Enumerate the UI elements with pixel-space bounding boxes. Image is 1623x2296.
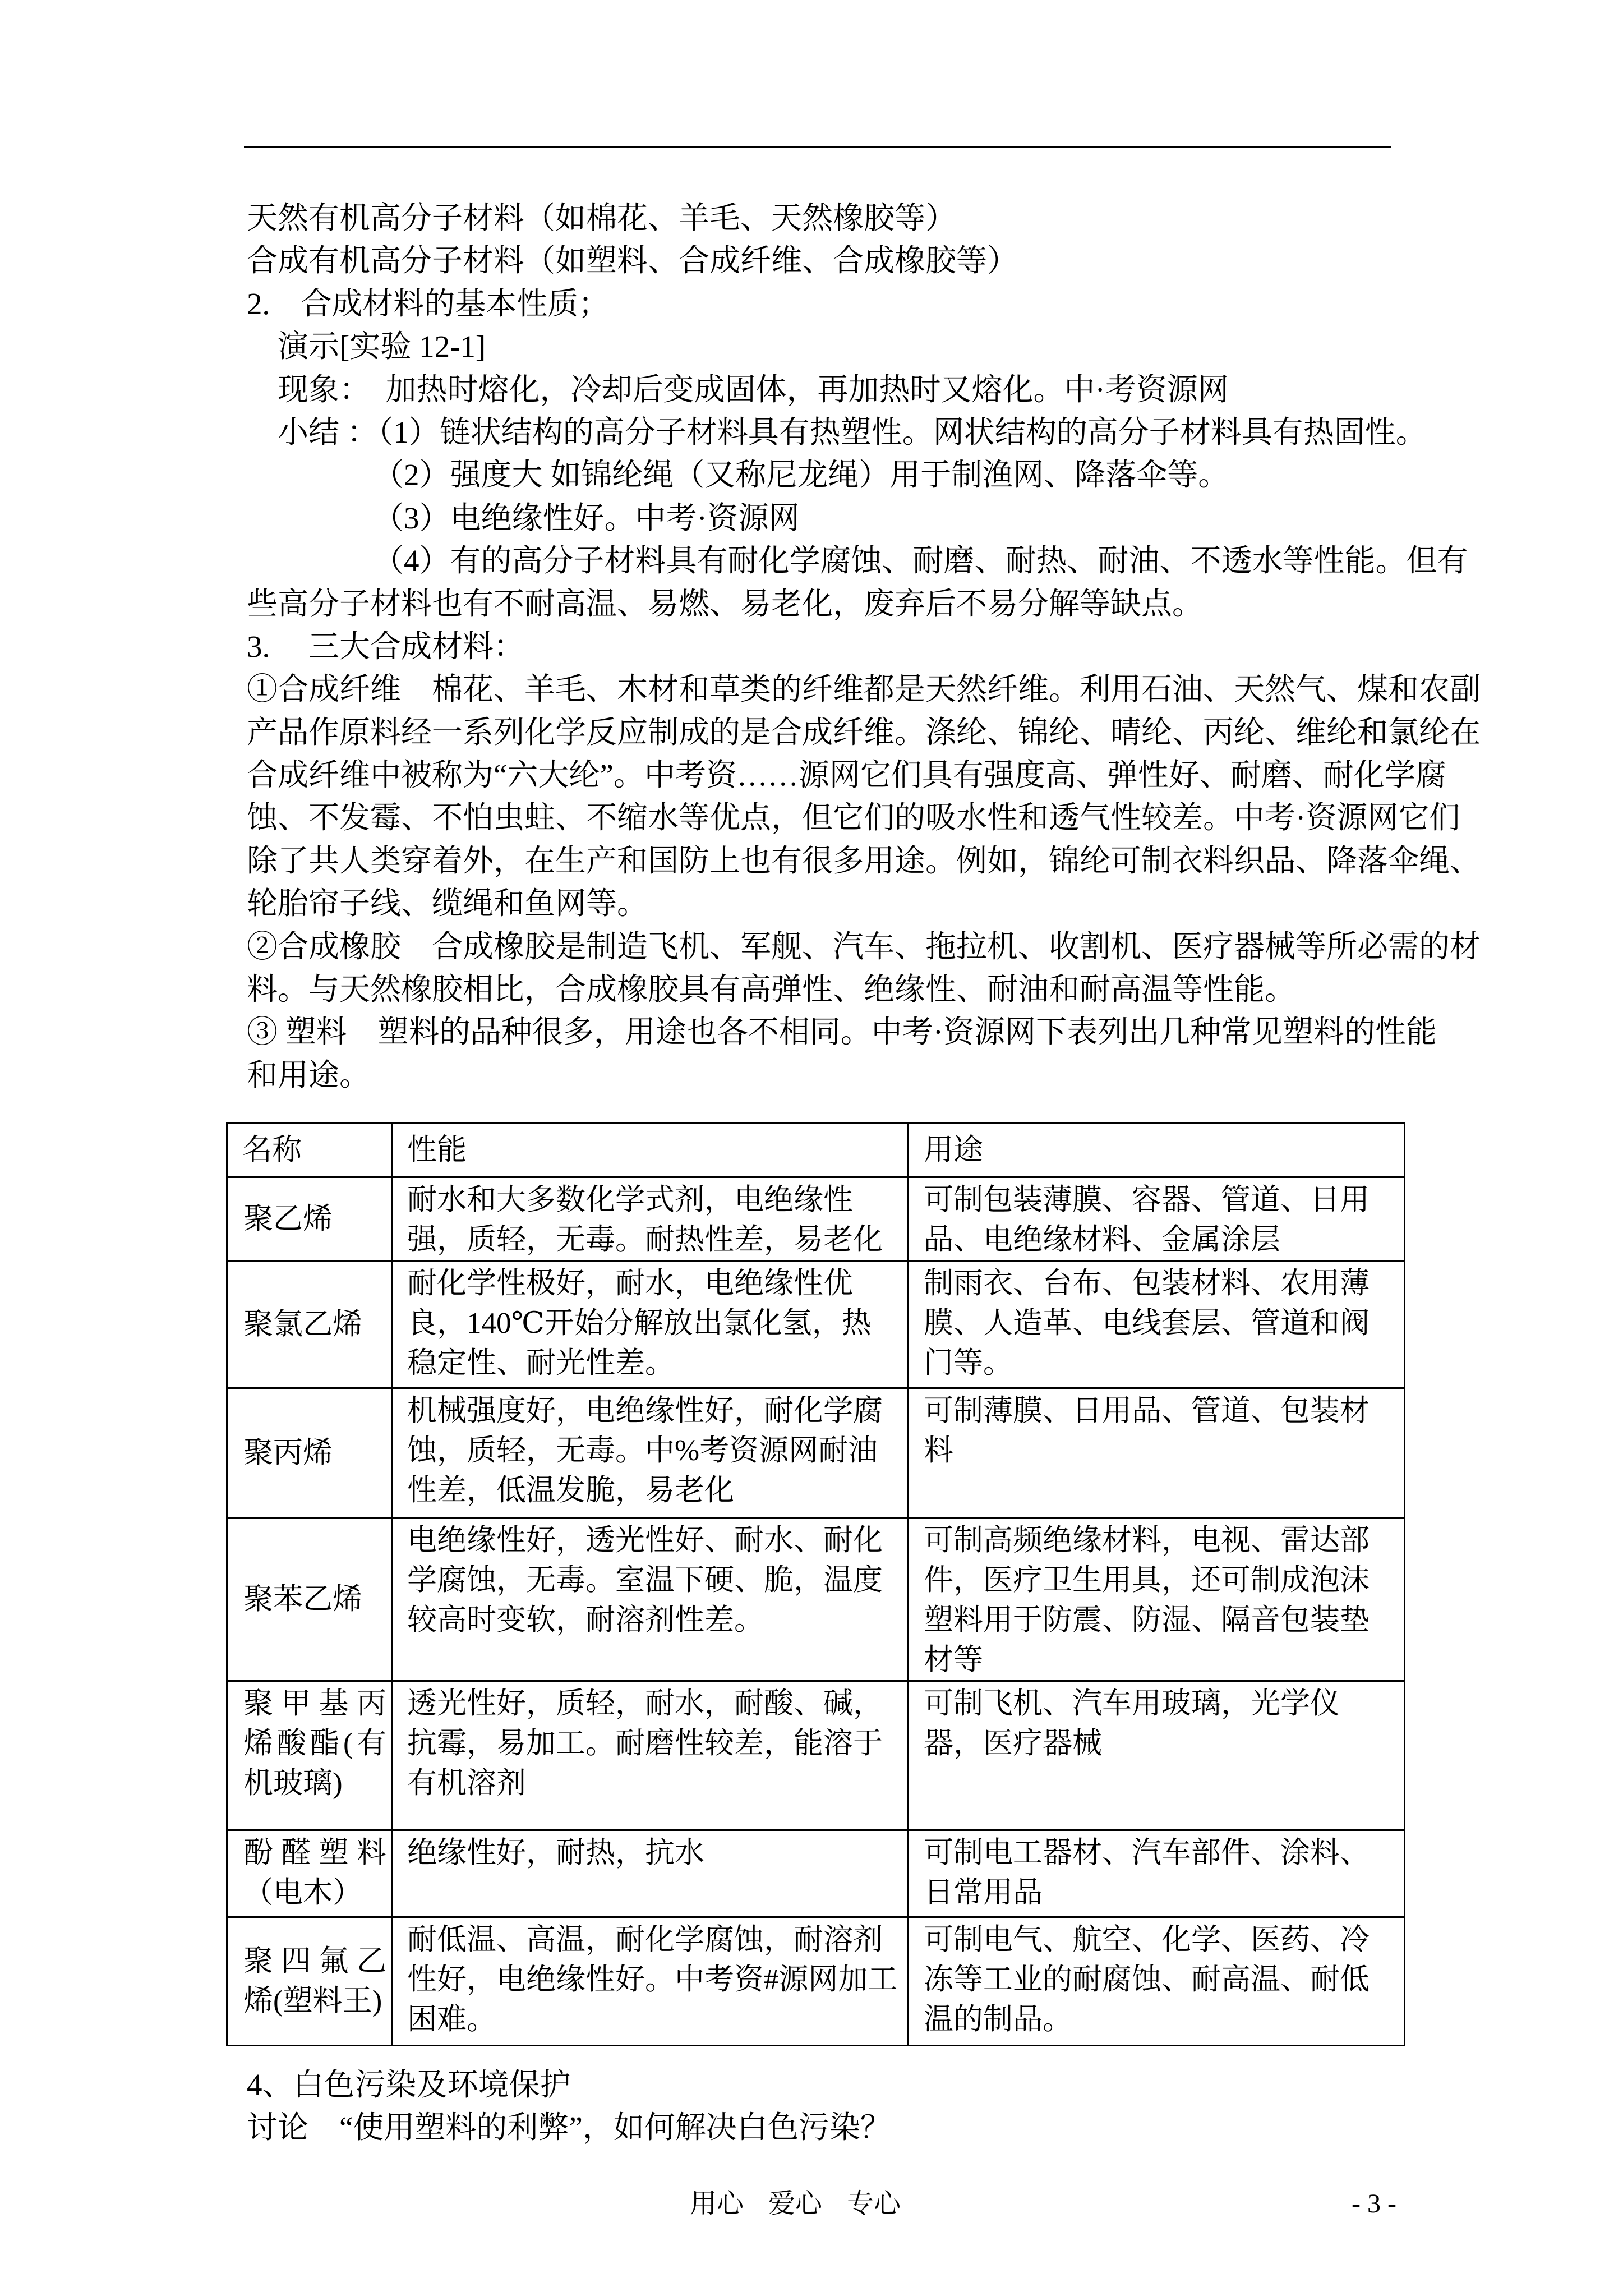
footer-mottos [690,2184,925,2224]
page-footer [226,2184,1409,2224]
text-line: （2）强度大 如锦纶绳（又称尼龙绳）用于制渔网、降落伞等。 [373,458,1229,493]
after-table-text [226,2064,1409,2150]
cell-properties: 电绝缘性好，透光性好、耐水、耐化学腐蚀，无毒。室温下硬、脆，温度较高时变软，耐溶剂性差。 [392,1518,909,1681]
cell-name: 聚苯乙烯 [227,1518,392,1681]
cell-name: 酚醛塑料（电木） [227,1830,392,1917]
cell-properties: 耐低温、高温，耐化学腐蚀，耐溶剂性好，电绝缘性好。中考资#源网加工困难。 [392,1917,909,2046]
header-rule [244,146,1391,148]
text-line: 和用途。 [247,1057,371,1092]
text-line: 除了共人类穿着外，在生产和国防上也有很多用途。例如，锦纶可制衣料织品、降落伞绳、 [247,843,1481,878]
section-heading: 2. 合成材料的基本性质； [247,286,610,321]
header-name: 名称 [227,1123,392,1177]
table-header-row [227,1123,1405,1177]
body-text [247,197,1481,1097]
table-row [227,1917,1405,2046]
text-line: 天然有机高分子材料（如棉花、羊毛、天然橡胶等） [247,201,957,235]
cell-name: 聚氯乙烯 [227,1261,392,1388]
text-line: （4）有的高分子材料具有耐化学腐蚀、耐磨、耐热、耐油、不透水等性能。但有 [373,544,1468,578]
text-line: 合成纤维中被称为“六大纶”。中考资……源网它们具有强度高、弹性好、耐磨、耐化学腐 [247,758,1446,793]
cell-uses: 可制飞机、汽车用玻璃，光学仪器，医疗器械 [909,1681,1405,1830]
table-and-following-content [226,1122,1409,2224]
text-line: 产品作原料经一系列化学反应制成的是合成纤维。涤纶、锦纶、晴纶、丙纶、维纶和氯纶在 [247,715,1481,749]
table-row [227,1830,1405,1917]
text-line: 轮胎帘子线、缆绳和鱼网等。 [247,886,648,921]
footer-motto: 专心 [847,2188,901,2219]
text-line: 讨论 “使用塑料的利弊”，如何解决白色污染？ [247,2110,891,2145]
text-line: 现象： 加热时熔化，冷却后变成固体，再加热时又熔化。中·考资源网 [278,372,1229,407]
text-line: 些高分子材料也有不耐高温、易燃、易老化，废弃后不易分解等缺点。 [247,586,1204,621]
cell-properties: 透光性好，质轻，耐水，耐酸、碱，抗霉，易加工。耐磨性较差，能溶于有机溶剂 [392,1681,909,1830]
text-line: 料。与天然橡胶相比，合成橡胶具有高弹性、绝缘性、耐油和耐高温等性能。 [247,972,1296,1007]
text-line: 蚀、不发霉、不怕虫蛀、不缩水等优点，但它们的吸水性和透气性较差。中考·资源网它们 [247,800,1460,835]
cell-name: 聚乙烯 [227,1177,392,1261]
section-heading: 3. 三大合成材料： [247,629,525,664]
cell-uses: 可制包装薄膜、容器、管道、日用品、电绝缘材料、金属涂层 [909,1177,1405,1261]
cell-properties: 耐化学性极好，耐水，电绝缘性优良，140℃开始分解放出氯化氢，热稳定性、耐光性差。 [392,1261,909,1388]
cell-uses: 可制高频绝缘材料，电视、雷达部件，医疗卫生用具，还可制成泡沫塑料用于防震、防湿、隔音包装垫材等 [909,1518,1405,1681]
page-number: - 3 - [1352,2188,1396,2219]
section-heading: 4、白色污染及环境保护 [247,2068,571,2102]
text-line: ①合成纤维 棉花、羊毛、木材和草类的纤维都是天然纤维。利用石油、天然气、煤和农副 [247,672,1481,707]
cell-uses: 制雨衣、台布、包装材料、农用薄膜、人造革、电线套层、管道和阀门等。 [909,1261,1405,1388]
text-line: 合成有机高分子材料（如塑料、合成纤维、合成橡胶等） [247,243,1018,278]
text-line: ③ 塑料 塑料的品种很多，用途也各不相同。中考·资源网下表列出几种常见塑料的性能 [247,1015,1437,1050]
cell-properties: 机械强度好，电绝缘性好，耐化学腐蚀，质轻，无毒。中%考资源网耐油性差，低温发脆，易老化 [392,1388,909,1518]
table-row [227,1388,1405,1518]
text-line: 小结 ：（1）链状结构的高分子材料具有热塑性。网状结构的高分子材料具有热固性。 [278,415,1427,449]
cell-uses: 可制电工器材、汽车部件、涂料、日常用品 [909,1830,1405,1917]
table-row [227,1518,1405,1681]
header-uses: 用途 [909,1123,1405,1177]
plastics-table [226,1122,1405,2046]
table-row [227,1177,1405,1261]
cell-uses: 可制电气、航空、化学、医药、冷冻等工业的耐腐蚀、耐高温、耐低温的制品。 [909,1917,1405,2046]
table-row [227,1261,1405,1388]
cell-name: 聚四氟乙烯(塑料王) [227,1917,392,2046]
text-line: （3）电绝缘性好。中考·资源网 [373,500,800,535]
footer-motto: 爱心 [768,2188,823,2219]
text-line: 演示[实验 12-1] [278,329,486,364]
footer-motto: 用心 [690,2188,744,2219]
cell-properties: 耐水和大多数化学式剂，电绝缘性强，质轻，无毒。耐热性差，易老化 [392,1177,909,1261]
cell-properties: 绝缘性好，耐热，抗水 [392,1830,909,1917]
table-row [227,1681,1405,1830]
cell-name: 聚丙烯 [227,1388,392,1518]
header-properties: 性能 [392,1123,909,1177]
cell-name: 聚甲基丙烯酸酯(有机玻璃) [227,1681,392,1830]
cell-uses: 可制薄膜、日用品、管道、包装材料 [909,1388,1405,1518]
text-line: ②合成橡胶 合成橡胶是制造飞机、军舰、汽车、拖拉机、收割机、医疗器械等所必需的材 [247,929,1481,964]
